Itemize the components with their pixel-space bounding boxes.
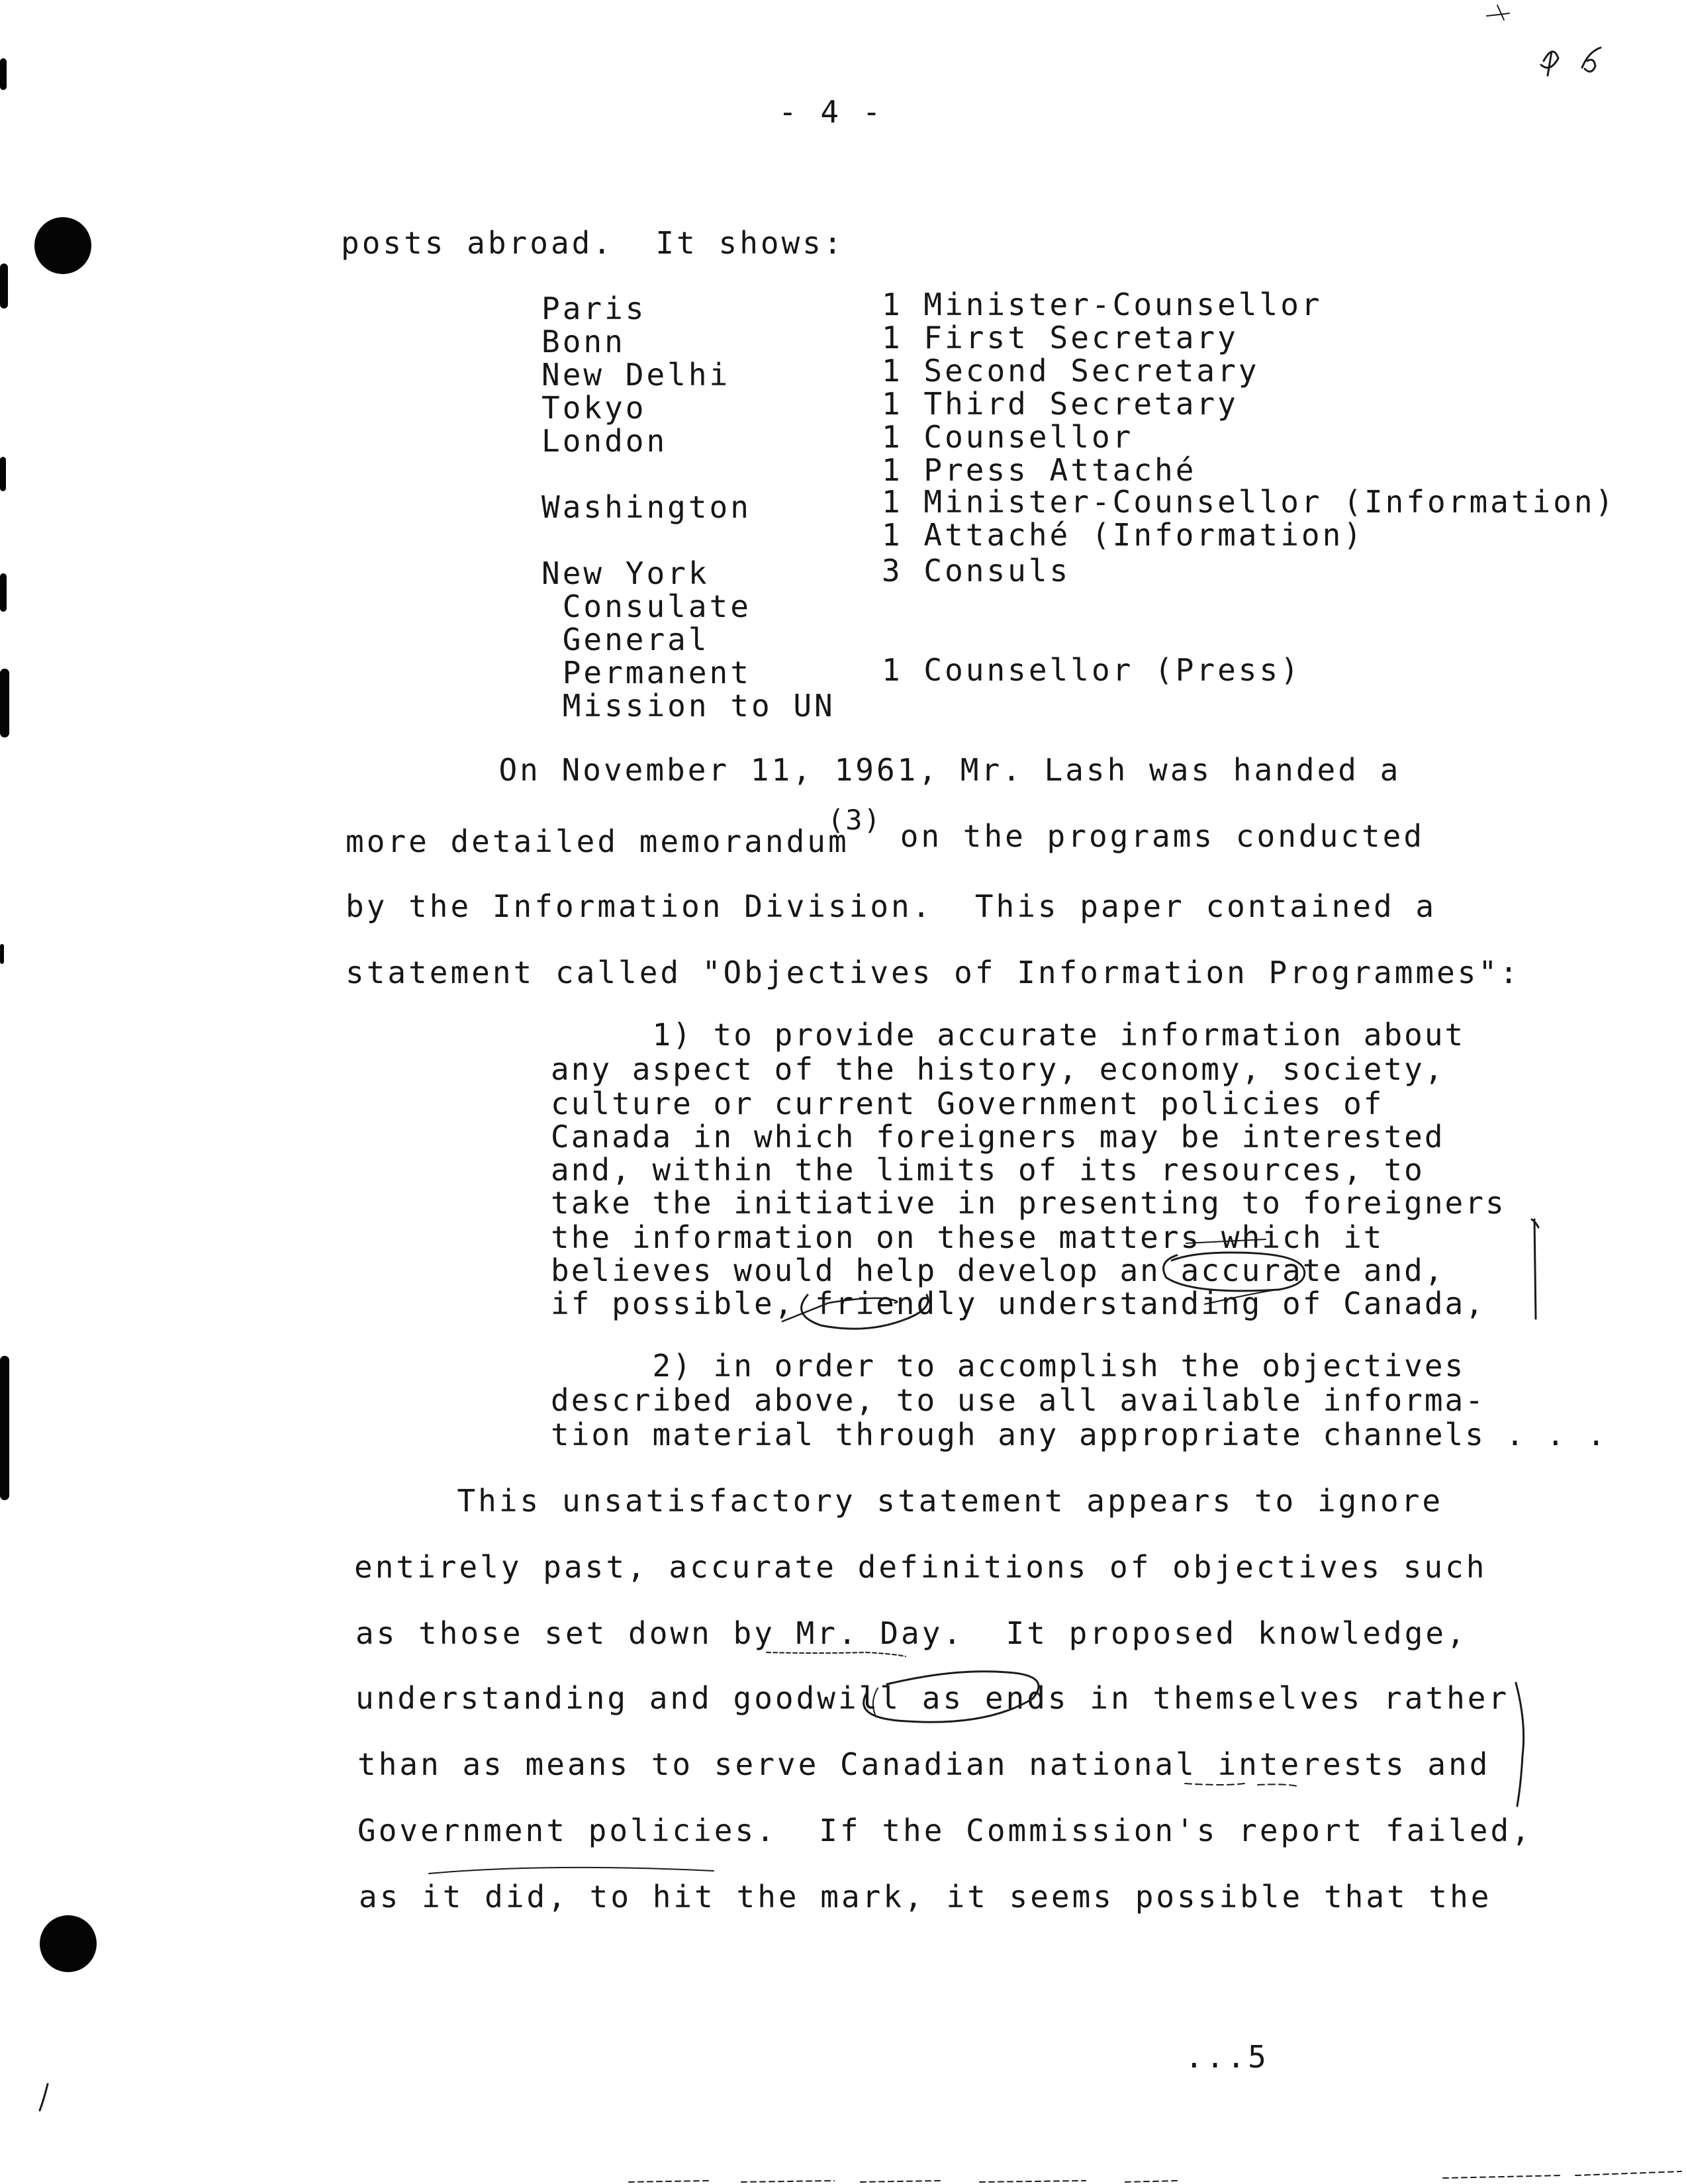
post-staff: 1 Minister-Counsellor	[882, 287, 1323, 322]
circle-accurate	[1164, 1253, 1305, 1291]
handwritten-tick	[1487, 5, 1509, 20]
body-line: This unsatisfactory statement appears to ignore	[352, 1483, 1444, 1519]
body-line: as those set down by Mr. Day. It proposed knowledge,	[355, 1615, 1468, 1651]
post-name: New York	[541, 555, 710, 591]
quote-line: believes would help develop an accurate and,	[551, 1253, 1445, 1288]
strike-friendly	[782, 1298, 897, 1321]
post-staff: 1 Counsellor	[882, 419, 1134, 455]
post-name: New Delhi	[541, 357, 731, 393]
body-line: on the programs conducted	[879, 818, 1425, 854]
margin-bracket-1	[1532, 1219, 1538, 1319]
body-line: than as means to serve Canadian national interests and	[357, 1746, 1491, 1782]
body-line: Government policies. If the Commission's report failed,	[357, 1813, 1532, 1848]
post-name: Mission to UN	[541, 688, 835, 724]
body-line: entirely past, accurate definitions of objectives such	[354, 1549, 1487, 1585]
post-name: Permanent	[541, 655, 751, 690]
post-name: Bonn	[541, 324, 626, 359]
bottom-edge-mark	[629, 2171, 1681, 2182]
quote-line: and, within the limits of its resources, to	[551, 1152, 1425, 1188]
body-line: more detailed memorandum	[346, 824, 849, 859]
post-staff: 1 Attaché (Information)	[882, 517, 1364, 553]
page-number: - 4 -	[778, 94, 884, 130]
margin-bracket-2	[1516, 1683, 1524, 1806]
post-staff: 3 Consuls	[882, 553, 1071, 589]
post-staff: 1 Counsellor (Press)	[882, 652, 1301, 688]
quote-line: described above, to use all available informa-	[551, 1382, 1485, 1418]
quote-line: take the initiative in presenting to foreigners	[551, 1185, 1506, 1221]
underline-mr-day	[767, 1652, 906, 1656]
quote-line: 2) in order to accomplish the objectives	[551, 1348, 1466, 1384]
body-line: by the Information Division. This paper contained a	[346, 888, 1437, 924]
post-name: London	[541, 423, 668, 459]
quote-line: if possible, friendly understanding of Canada,	[551, 1286, 1485, 1321]
post-staff: 1 Second Secretary	[882, 353, 1260, 389]
post-name: Tokyo	[541, 390, 647, 426]
continuation-marker: ...5	[1185, 2039, 1269, 2075]
intro-line: posts abroad. It shows:	[341, 225, 845, 261]
quote-line: culture or current Government policies of	[551, 1086, 1384, 1121]
circle-as-ends	[864, 1672, 1039, 1722]
underline-which-it	[1186, 1239, 1266, 1243]
body-line: On November 11, 1961, Mr. Lash was handed a	[394, 752, 1401, 788]
quote-line: 1) to provide accurate information about	[551, 1017, 1466, 1053]
quote-line: the information on these matters which it	[551, 1219, 1384, 1255]
body-line: statement called "Objectives of Information Programmes":	[346, 955, 1521, 990]
quote-line: Canada in which foreigners may be interested	[551, 1119, 1445, 1155]
quote-line: tion material through any appropriate channels . . .	[551, 1417, 1608, 1452]
post-staff: 1 First Secretary	[882, 320, 1239, 356]
post-name: General	[541, 622, 710, 657]
post-name: Paris	[541, 291, 647, 326]
handwritten-initials	[1541, 48, 1601, 75]
footnote-marker: (3)	[827, 804, 882, 836]
underline-interests	[1185, 1783, 1297, 1786]
post-staff: 1 Third Secretary	[882, 386, 1239, 422]
post-staff: 1 Minister-Counsellor (Information)	[882, 484, 1616, 520]
post-staff: 1 Press Attaché	[882, 452, 1197, 488]
strike-goodwill	[873, 1688, 878, 1715]
quote-line: any aspect of the history, economy, society,	[551, 1051, 1445, 1087]
underline-government-policies	[429, 1868, 714, 1874]
body-line: understanding and goodwill as ends in themselves rather	[355, 1680, 1510, 1716]
post-name: Washington	[541, 489, 751, 525]
body-line: as it did, to hit the mark, it seems possible that the	[359, 1879, 1492, 1915]
post-name: Consulate	[541, 589, 751, 624]
circle-friendly	[802, 1295, 928, 1329]
margin-scribble	[40, 2084, 48, 2111]
